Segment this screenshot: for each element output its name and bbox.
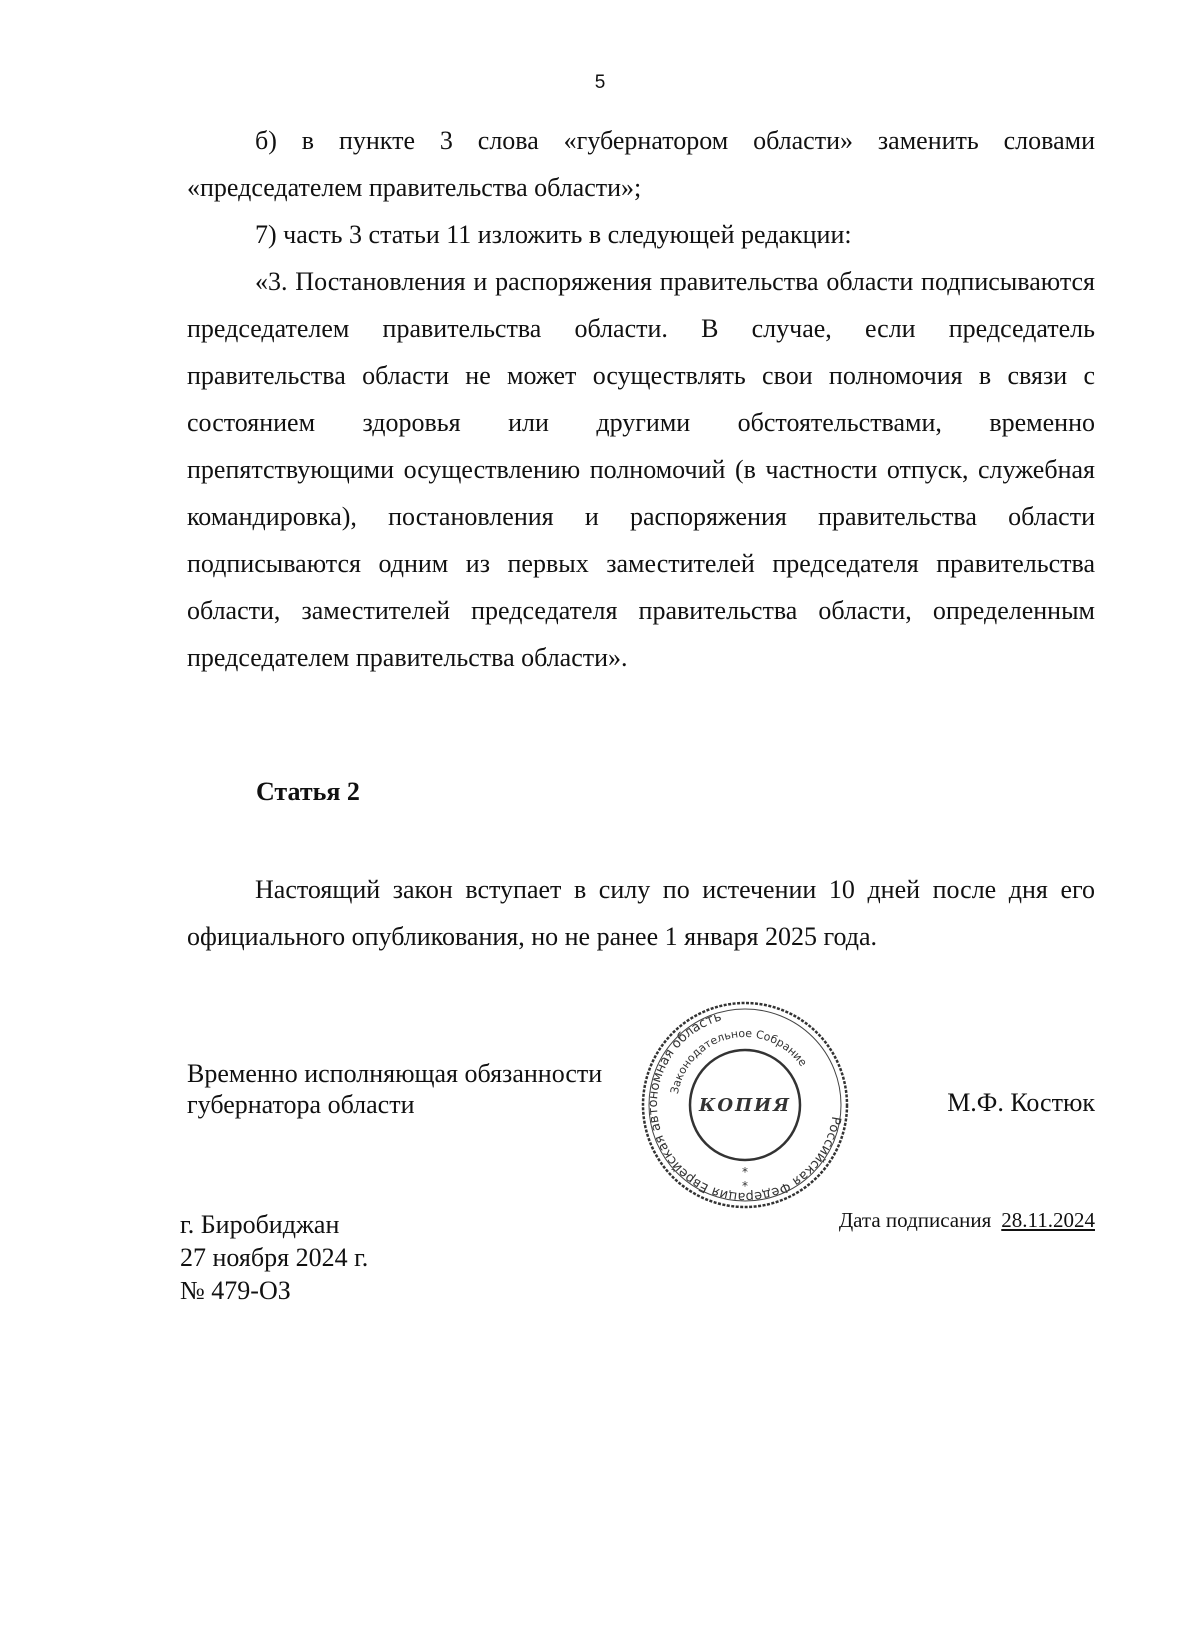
paragraph-quote: «3. Постановления и распоряжения правительства области подписываются председателем правительства области. В случае, если председатель правительства области не может осуществлять свои полномочия в связи с состоянием здоровья или другими обстоятельствами, временно препятствующими осуществлению полномочий (в частности отпуск, служебная командировка), постановления и распоряжения правительства области подписываются одним из первых заместителей председателя правительства области, заместителей председателя правительства области, определенным председателем правительства области». <box>187 267 1095 672</box>
signing-date <box>839 1208 1095 1233</box>
paragraph-b: б) в пункте 3 слова «губернатором области» заменить словами «председателем правительства области»; <box>187 126 1095 202</box>
city: г. Биробиджан <box>180 1210 340 1239</box>
law-number: № 479-ОЗ <box>180 1276 291 1305</box>
signing-date-value: 28.11.2024 <box>1001 1208 1095 1232</box>
signatory-title <box>187 1058 602 1120</box>
page-number: 5 <box>594 72 606 93</box>
signatory-title-line2: губернатора области <box>187 1090 415 1119</box>
svg-text:*: * <box>742 1179 748 1193</box>
document-footer <box>180 1208 368 1307</box>
official-seal-stamp <box>640 1000 850 1210</box>
svg-text:Законодательное Собрание: Законодательное Собрание <box>667 1026 810 1096</box>
amendment-text <box>187 117 1095 681</box>
article-heading: Статья 2 <box>256 777 360 806</box>
signatory-title-line1: Временно исполняющая обязанности <box>187 1059 603 1088</box>
signer-name: М.Ф. Костюк <box>947 1088 1095 1117</box>
svg-text:Российская Федерация Еврейская: Российская Федерация Еврейская автономная область <box>645 1009 844 1205</box>
effective-date-text: Настоящий закон вступает в силу по истечении 10 дней после дня его официального опубликования, но не ранее 1 января 2025 года. <box>187 875 1095 951</box>
svg-text:*: * <box>742 1165 748 1179</box>
adoption-date: 27 ноября 2024 г. <box>180 1243 369 1272</box>
paragraph-7: 7) часть 3 статьи 11 изложить в следующей редакции: <box>255 220 852 249</box>
signing-date-label: Дата подписания <box>838 1208 992 1232</box>
svg-text:КОПИЯ: КОПИЯ <box>699 1095 791 1116</box>
